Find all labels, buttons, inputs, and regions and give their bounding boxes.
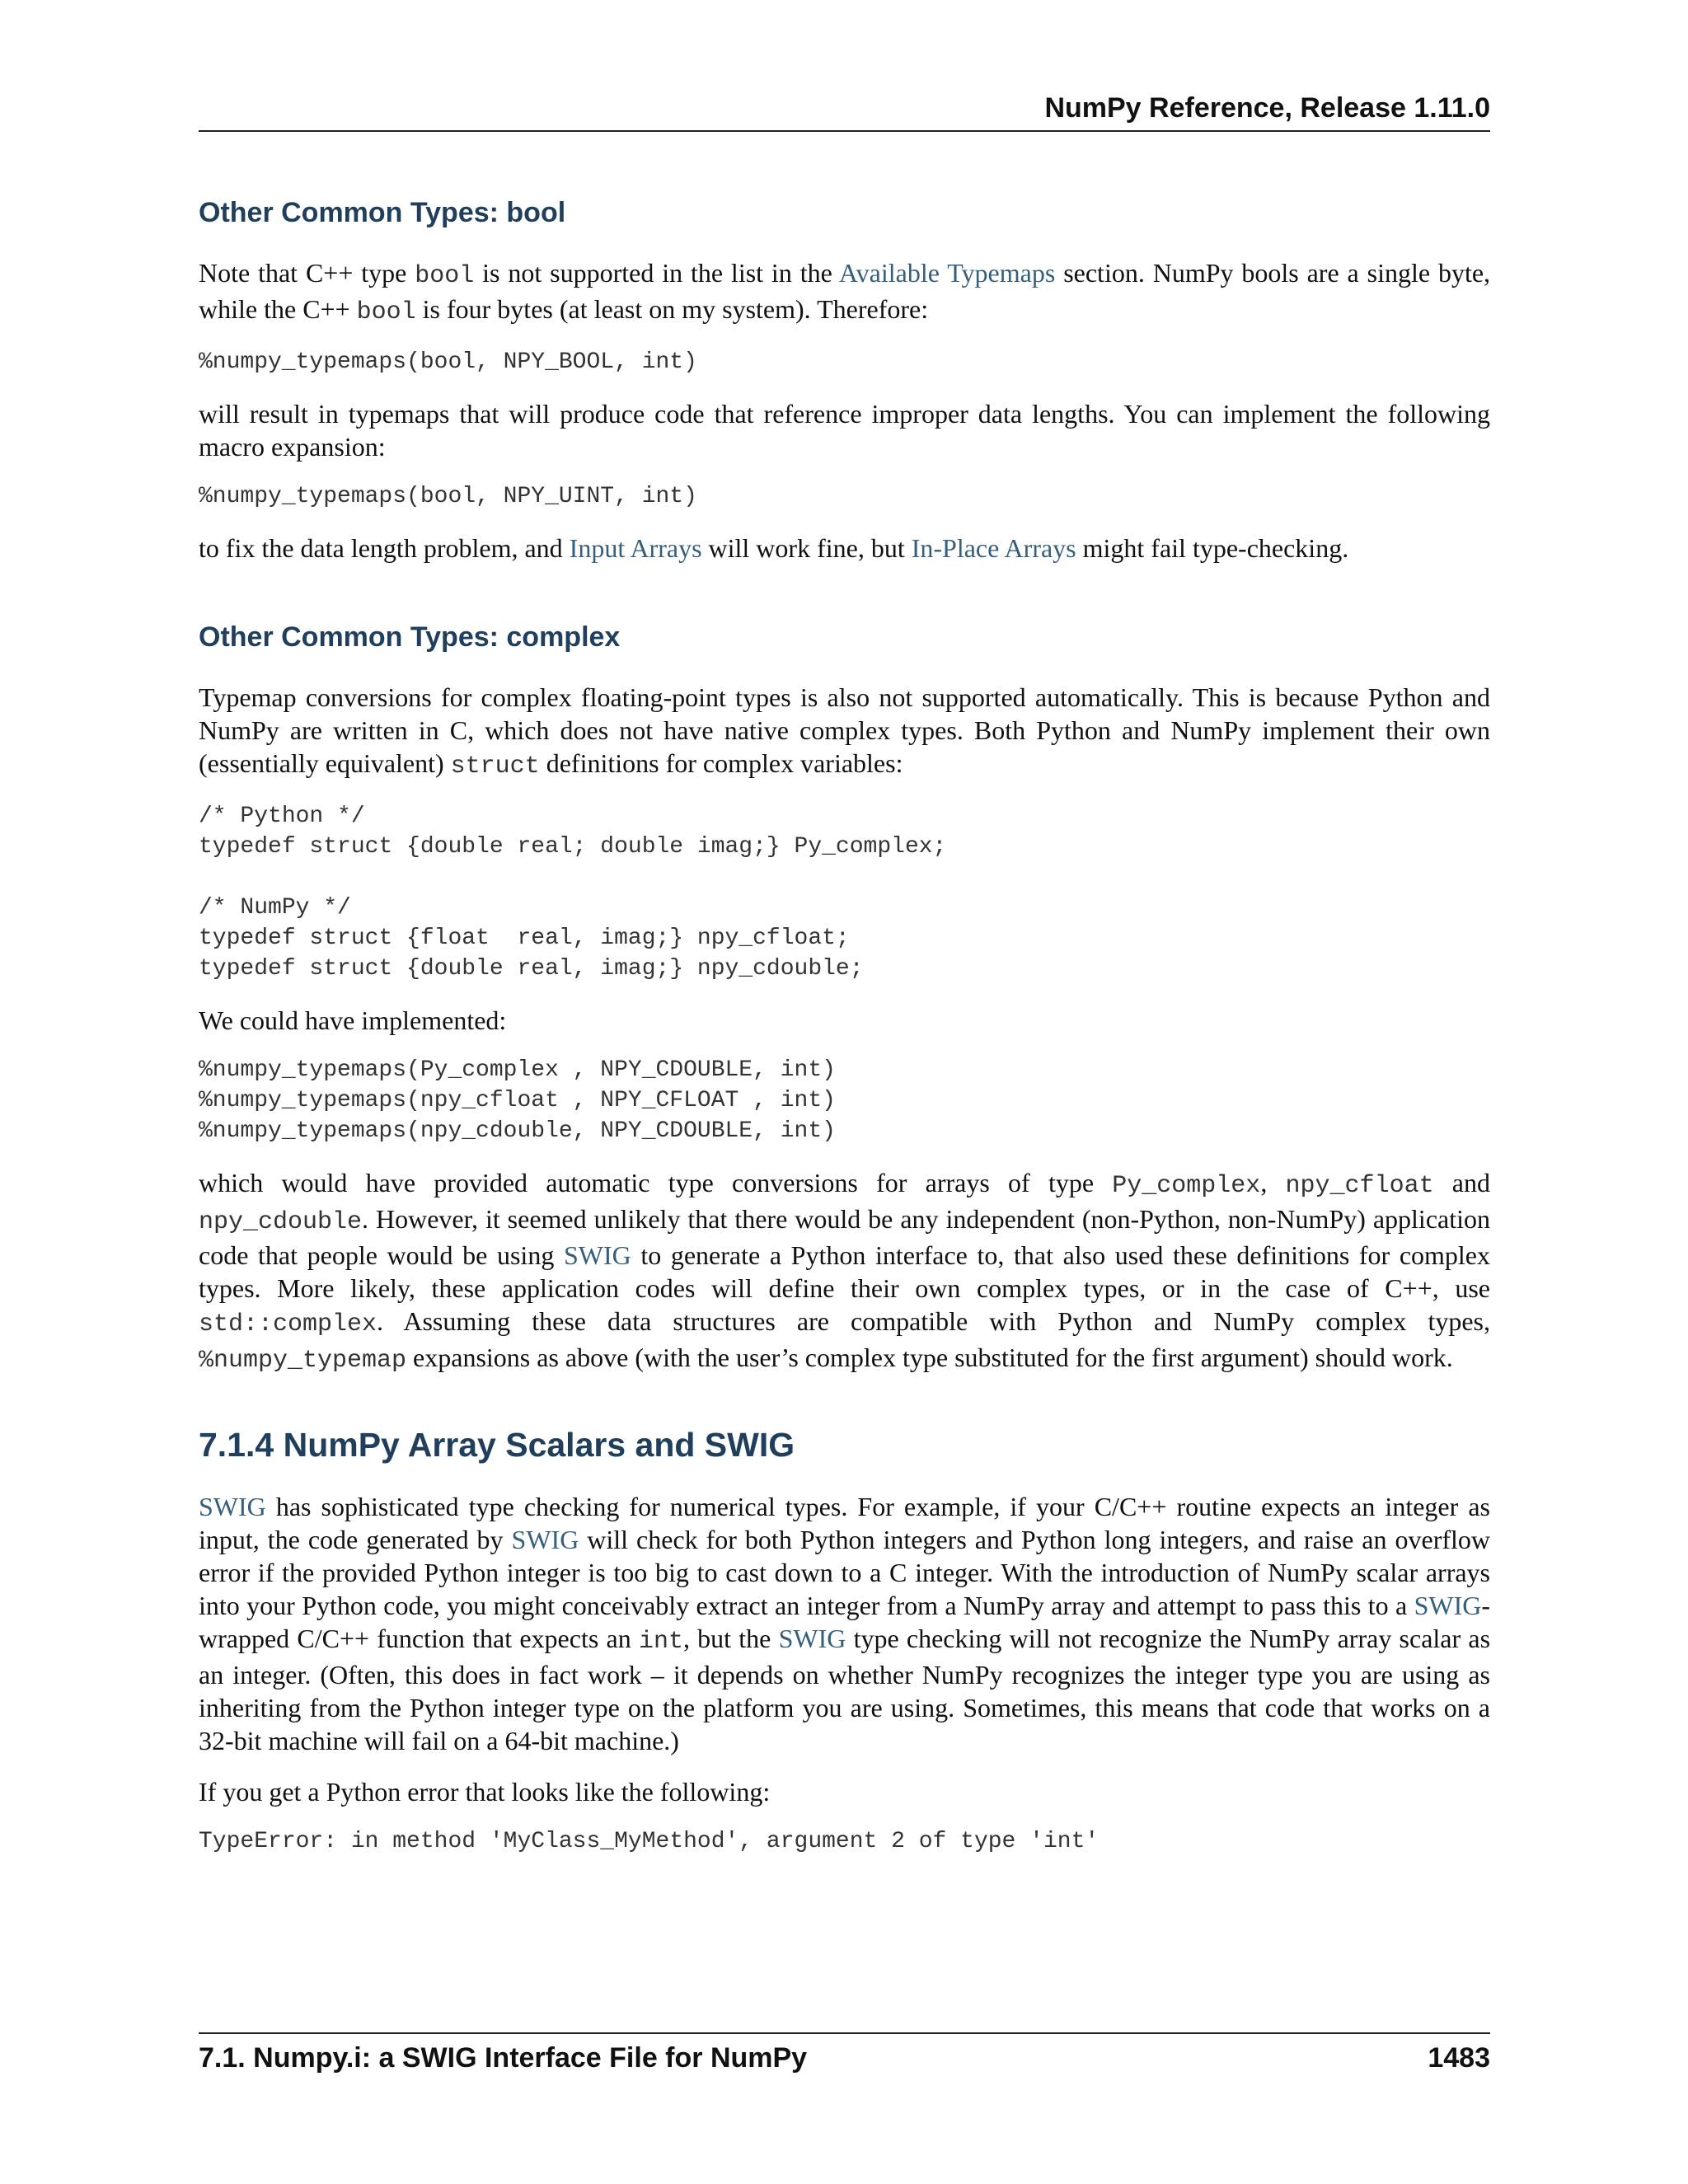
inline-code: Py_complex <box>1112 1171 1261 1200</box>
paragraph: If you get a Python error that looks like the following: <box>199 1776 771 1807</box>
code-block: %numpy_typemaps(Py_complex , NPY_CDOUBLE, int) %numpy_typemaps(npy_cfloat , NPY_CFLOAT , int) %numpy_typemaps(npy_cdouble, NPY_CDOUBLE, int) <box>199 1057 836 1144</box>
footer-rule <box>199 2032 1490 2034</box>
code-block: TypeError: in method 'MyClass_MyMethod', argument 2 of type 'int' <box>199 1828 1100 1854</box>
link-swig[interactable]: SWIG <box>563 1240 631 1270</box>
paragraph: which would have provided automatic type conversions for arrays of type Py_complex, npy_cfloat and npy_cdouble. However, it seemed unlikely that there would be any independent (non-Python, non-NumPy) application code that people would be using SWIG to generate a Python interface to, that also used these definitions for complex types. More likely, these application codes will define their own complex types, or in the case of C++, use std::complex. Assuming these data structures are compatible with Python and NumPy complex types, %numpy_typemap expansions as above (with the user’s complex type substituted for the first argument) should work. <box>199 1167 1491 1375</box>
link-input-arrays[interactable]: Input Arrays <box>569 532 702 563</box>
paragraph: will result in typemaps that will produce code that reference improper data lengths. You can implement the following macro expansion: <box>199 398 1490 462</box>
paragraph: We could have implemented: <box>199 1005 507 1035</box>
running-header: NumPy Reference, Release 1.11.0 <box>1044 92 1490 124</box>
section-title-complex: Other Common Types: complex <box>199 621 621 653</box>
inline-code: bool <box>415 261 475 290</box>
inline-code: npy_cdouble <box>199 1207 363 1236</box>
main-content <box>199 196 1490 1877</box>
code-block: %numpy_typemaps(bool, NPY_UINT, int) <box>199 483 697 509</box>
inline-code: %numpy_typemap <box>199 1346 407 1375</box>
header-rule <box>199 130 1490 132</box>
paragraph: to fix the data length problem, and Input Arrays will work fine, but In-Place Arrays might fail type-checking. <box>199 532 1349 563</box>
inline-code: npy_cfloat <box>1285 1171 1434 1200</box>
inline-code: std::complex <box>199 1310 377 1338</box>
page-footer <box>199 2042 1490 2074</box>
link-in-place-arrays[interactable]: In-Place Arrays <box>911 532 1076 563</box>
link-available-typemaps[interactable]: Available Typemaps <box>838 257 1056 288</box>
inline-code: bool <box>356 298 416 326</box>
section-title-bool: Other Common Types: bool <box>199 197 566 228</box>
code-block: %numpy_typemaps(bool, NPY_BOOL, int) <box>199 349 697 375</box>
document-page <box>199 0 1490 2184</box>
link-swig[interactable]: SWIG <box>778 1623 846 1653</box>
footer-section-title: 7.1. Numpy.i: a SWIG Interface File for NumPy <box>199 2042 808 2074</box>
paragraph: SWIG has sophisticated type checking for numerical types. For example, if your C/C++ routine expects an integer as input, the code generated by SWIG will check for both Python integers and Python long integers, and raise an overflow error if the provided Python integer is too big to cast down to a C integer. With the introduction of NumPy scalar arrays into your Python code, you might conceivably extract an integer from a NumPy array and attempt to pass this to a SWIG-wrapped C/C++ function that expects an int, but the SWIG type checking will not recognize the NumPy array scalar as an integer. (Often, this does in fact work – it depends on whether NumPy recognizes the integer type you are using as inheriting from the Python integer type on the platform you are using. Sometimes, this means that code that works on a 32-bit machine will fail on a 64-bit machine.) <box>199 1491 1491 1755</box>
link-swig[interactable]: SWIG <box>1414 1590 1482 1620</box>
paragraph: Typemap conversions for complex floating-point types is also not supported automatically. This is because Python and NumPy are written in C, which does not have native complex types. Both Python and NumPy implement their own (essentially equivalent) struct definitions for complex variables: <box>199 682 1490 780</box>
code-block: /* Python */ typedef struct {double real; double imag;} Py_complex; /* NumPy */ typedef struct {float real, imag;} npy_cfloat; typedef struct {double real, imag;} npy_cdouble; <box>199 803 947 982</box>
section-title-array-scalars: 7.1.4 NumPy Array Scalars and SWIG <box>199 1425 795 1464</box>
paragraph: Note that C++ type bool is not supported in the list in the Available Typemaps section. NumPy bools are a single byte, while the C++ bool is four bytes (at least on my system). Therefore: <box>199 257 1491 326</box>
page-number: 1483 <box>1428 2042 1490 2074</box>
link-swig[interactable]: SWIG <box>511 1524 579 1554</box>
inline-code: struct <box>450 752 540 780</box>
inline-code: int <box>638 1627 683 1656</box>
link-swig[interactable]: SWIG <box>199 1491 266 1521</box>
